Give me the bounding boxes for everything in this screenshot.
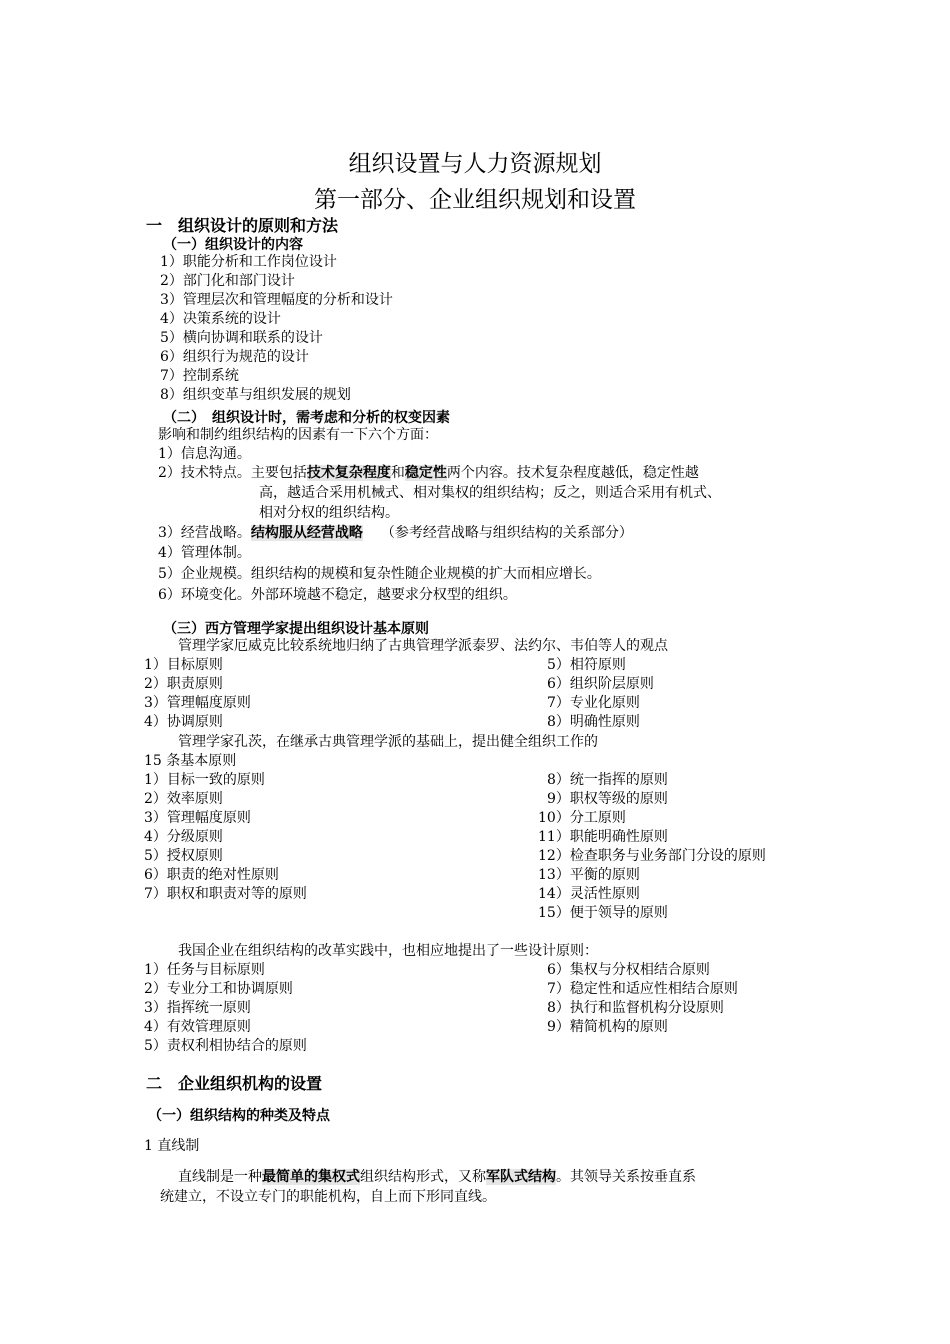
list-item: 9）职权等级的原则 — [547, 791, 668, 807]
list-item: 3）管理层次和管理幅度的分析和设计 — [160, 292, 393, 308]
list-item — [158, 464, 699, 483]
list-item: 2）部门化和部门设计 — [160, 273, 295, 289]
paragraph: 管理学家厄威克比较系统地归纳了古典管理学派泰罗、法约尔、韦伯等人的观点 — [178, 638, 668, 654]
list-item: 7）控制系统 — [160, 368, 239, 384]
text-run: （参考经营战略与组织结构的关系部分） — [380, 525, 633, 541]
list-item: 3）管理幅度原则 — [144, 810, 251, 826]
highlight: 稳定性 — [404, 465, 447, 481]
list-item: 1）任务与目标原则 — [144, 962, 265, 978]
text-run: 2）技术特点。主要包括 — [158, 465, 307, 481]
list-item: 5）授权原则 — [144, 848, 223, 864]
list-item: 8）执行和监督机构分设原则 — [547, 1000, 724, 1016]
list-item: 5）责权利相协结合的原则 — [144, 1038, 307, 1054]
list-item: 12）检查职务与业务部门分设的原则 — [538, 848, 766, 864]
page-title: 组织设置与人力资源规划 — [348, 151, 602, 177]
list-item: 2）专业分工和协调原则 — [144, 981, 293, 997]
list-item: 14）灵活性原则 — [538, 886, 640, 902]
text-run: 3）经营战略。 — [158, 525, 251, 541]
list-item: 4）协调原则 — [144, 714, 223, 730]
list-item: 7）职权和职责对等的原则 — [144, 886, 307, 902]
list-item: 8）统一指挥的原则 — [547, 772, 668, 788]
list-item: 1）目标原则 — [144, 657, 223, 673]
list-item: 3）管理幅度原则 — [144, 695, 251, 711]
text-run: 和 — [390, 465, 405, 481]
list-item: 13）平衡的原则 — [538, 867, 640, 883]
text-line: 相对分权的组织结构。 — [259, 505, 399, 521]
text-run: 组织结构形式，又称 — [360, 1169, 486, 1185]
list-item: 5）横向协调和联系的设计 — [160, 330, 323, 346]
list-item: 1 直线制 — [144, 1138, 200, 1154]
subsection-heading: （二） 组织设计时，需考虑和分析的权变因素 — [163, 410, 450, 426]
list-item: 2）效率原则 — [144, 791, 223, 807]
section-heading: 二 企业组织机构的设置 — [146, 1074, 323, 1093]
text-run: 。其领导关系按垂直系 — [556, 1169, 696, 1185]
list-item: 6）组织行为规范的设计 — [160, 349, 309, 365]
paragraph: 我国企业在组织结构的改革实践中，也相应地提出了一些设计原则： — [178, 943, 598, 959]
subsection-heading: （一）组织结构的种类及特点 — [148, 1108, 330, 1124]
list-item: 6）集权与分权相结合原则 — [547, 962, 710, 978]
list-item: 10）分工原则 — [538, 810, 626, 826]
list-item: 4）决策系统的设计 — [160, 311, 281, 327]
text-run: 两个内容。技术复杂程度越低，稳定性越 — [446, 465, 699, 481]
list-item: 2）职责原则 — [144, 676, 223, 692]
list-item: 6）组织阶层原则 — [547, 676, 654, 692]
paragraph: 15 条基本原则 — [144, 753, 237, 769]
list-item: 5）企业规模。组织结构的规模和复杂性随企业规模的扩大而相应增长。 — [158, 566, 601, 582]
highlight: 技术复杂程度 — [306, 465, 391, 481]
list-item: 7）专业化原则 — [547, 695, 640, 711]
highlight: 最简单的集权式 — [262, 1169, 360, 1185]
text-run: 直线制是一种 — [178, 1169, 262, 1185]
list-item: 1）目标一致的原则 — [144, 772, 265, 788]
highlight: 结构服从经营战略 — [250, 525, 363, 541]
subsection-heading: （一）组织设计的内容 — [163, 237, 303, 253]
list-item: 8）明确性原则 — [547, 714, 640, 730]
list-item: 1）职能分析和工作岗位设计 — [160, 254, 337, 270]
paragraph: 影响和制约组织结构的因素有一下六个方面： — [158, 427, 438, 443]
list-item: 15）便于领导的原则 — [538, 905, 668, 921]
subsection-heading: （三）西方管理学家提出组织设计基本原则 — [163, 621, 429, 637]
list-item: 4）有效管理原则 — [144, 1019, 251, 1035]
list-item: 7）稳定性和适应性相结合原则 — [547, 981, 738, 997]
section-heading: 一 组织设计的原则和方法 — [146, 216, 339, 235]
list-item — [158, 524, 633, 543]
list-item: 3）指挥统一原则 — [144, 1000, 251, 1016]
text-line: 高，越适合采用机械式、相对集权的组织结构；反之，则适合采用有机式、 — [259, 485, 721, 501]
list-item: 4）管理体制。 — [158, 545, 251, 561]
list-item: 1）信息沟通。 — [158, 446, 251, 462]
list-item: 9）精简机构的原则 — [547, 1019, 668, 1035]
list-item: 5）相符原则 — [547, 657, 626, 673]
paragraph — [178, 1168, 696, 1187]
list-item: 6）环境变化。外部环境越不稳定，越要求分权型的组织。 — [158, 587, 517, 603]
page-subtitle: 第一部分、企业组织规划和设置 — [314, 187, 636, 213]
list-item: 8）组织变革与组织发展的规划 — [160, 387, 351, 403]
text-line: 统建立，不设立专门的职能机构，自上而下形同直线。 — [160, 1189, 496, 1205]
list-item: 11）职能明确性原则 — [538, 829, 668, 845]
list-item: 6）职责的绝对性原则 — [144, 867, 279, 883]
paragraph: 管理学家孔茨，在继承古典管理学派的基础上，提出健全组织工作的 — [178, 734, 598, 750]
highlight: 军队式结构 — [486, 1169, 556, 1185]
list-item: 4）分级原则 — [144, 829, 223, 845]
